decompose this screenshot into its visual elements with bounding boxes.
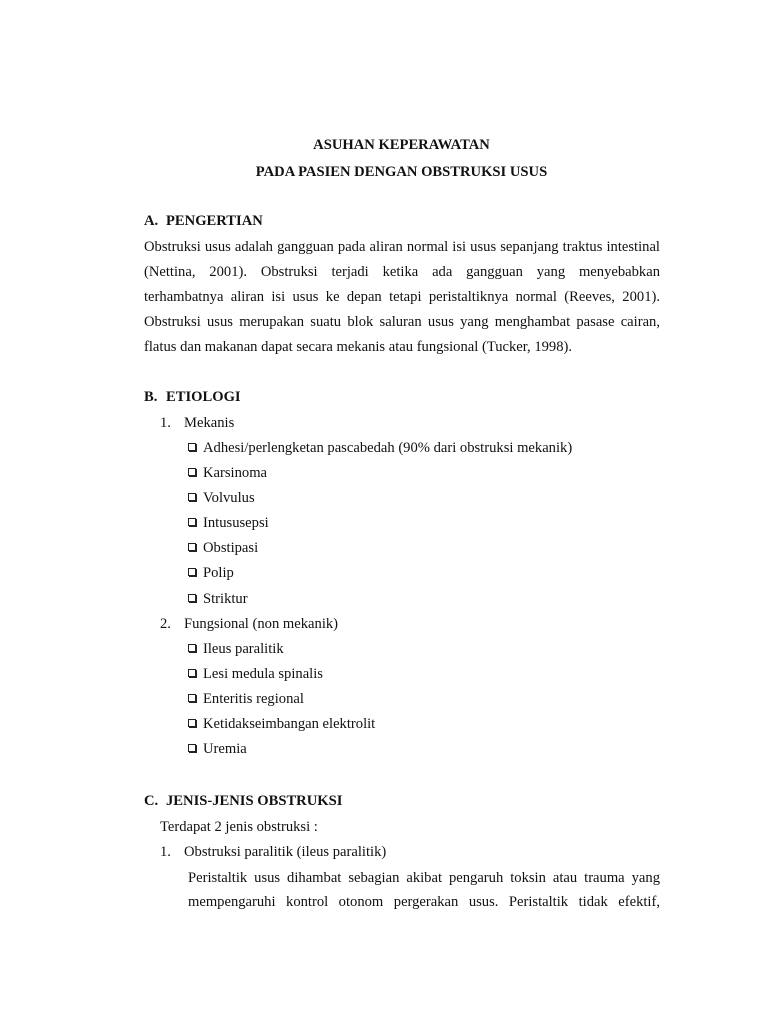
square-bullet-icon	[188, 694, 196, 702]
list-item: Ketidakseimbangan elektrolit	[188, 715, 375, 733]
list-label: Fungsional (non mekanik)	[184, 616, 339, 632]
list-number: 2.	[160, 616, 171, 632]
list-item: Ileus paralitik	[188, 640, 284, 658]
square-bullet-icon	[188, 744, 196, 752]
section-a-letter: A.	[144, 213, 159, 229]
etiologi-group-fungsional	[160, 615, 338, 633]
square-bullet-icon	[188, 493, 196, 501]
document-title-line1: ASUHAN KEPERAWATAN	[313, 137, 490, 153]
section-c-letter: C.	[144, 793, 159, 809]
section-a-heading	[144, 212, 263, 230]
list-label: Obstruksi paralitik (ileus paralitik)	[184, 844, 387, 860]
list-item: Adhesi/perlengketan pascabedah (90% dari obstruksi mekanik)	[188, 439, 572, 457]
square-bullet-icon	[188, 669, 196, 677]
square-bullet-icon	[188, 568, 196, 576]
list-item: Polip	[188, 564, 234, 582]
list-item: Obstipasi	[188, 539, 258, 557]
square-bullet-icon	[188, 543, 196, 551]
list-item: Intususepsi	[188, 514, 269, 532]
list-number: 1.	[160, 844, 171, 860]
square-bullet-icon	[188, 443, 196, 451]
section-a-title: PENGERTIAN	[166, 213, 263, 229]
list-label: Mekanis	[184, 415, 235, 431]
list-item: Striktur	[188, 590, 248, 608]
list-item: Uremia	[188, 740, 247, 758]
square-bullet-icon	[188, 719, 196, 727]
document-title-line2: PADA PASIEN DENGAN OBSTRUKSI USUS	[255, 164, 548, 180]
jenis-item-paralitik-text	[188, 866, 660, 914]
square-bullet-icon	[188, 644, 196, 652]
square-bullet-icon	[188, 518, 196, 526]
list-number: 1.	[160, 415, 171, 431]
list-item: Enteritis regional	[188, 690, 304, 708]
section-c-intro: Terdapat 2 jenis obstruksi :	[160, 819, 318, 835]
paragraph-line: mempengaruhi kontrol otonom pergerakan usus. Peristaltik tidak efektif,	[188, 894, 660, 910]
section-c-title: JENIS-JENIS OBSTRUKSI	[166, 793, 343, 809]
jenis-item-paralitik	[160, 843, 386, 861]
section-c-heading	[144, 792, 342, 810]
list-item: Lesi medula spinalis	[188, 665, 323, 683]
square-bullet-icon	[188, 468, 196, 476]
section-b-letter: B.	[144, 389, 158, 405]
square-bullet-icon	[188, 594, 196, 602]
list-item: Karsinoma	[188, 464, 267, 482]
section-b-heading	[144, 388, 241, 406]
list-item: Volvulus	[188, 489, 255, 507]
paragraph-line: Peristaltik usus dihambat sebagian akibat pengaruh toksin atau trauma yang	[188, 870, 660, 886]
section-b-title: ETIOLOGI	[166, 389, 241, 405]
section-a-paragraph: Obstruksi usus adalah gangguan pada aliran normal isi usus sepanjang traktus intestinal (Nettina, 2001). Obstruksi terjadi ketika ada gangguan yang menyebabkan terhambatnya aliran isi usus ke depan tetapi peristaltiknya normal (Reeves, 2001). Obstruksi usus merupakan suatu blok saluran usus yang menghambat pasase cairan, flatus dan makanan dapat secara mekanis atau fungsional (Tucker, 1998).	[144, 239, 660, 355]
etiologi-group-mekanis	[160, 414, 234, 432]
